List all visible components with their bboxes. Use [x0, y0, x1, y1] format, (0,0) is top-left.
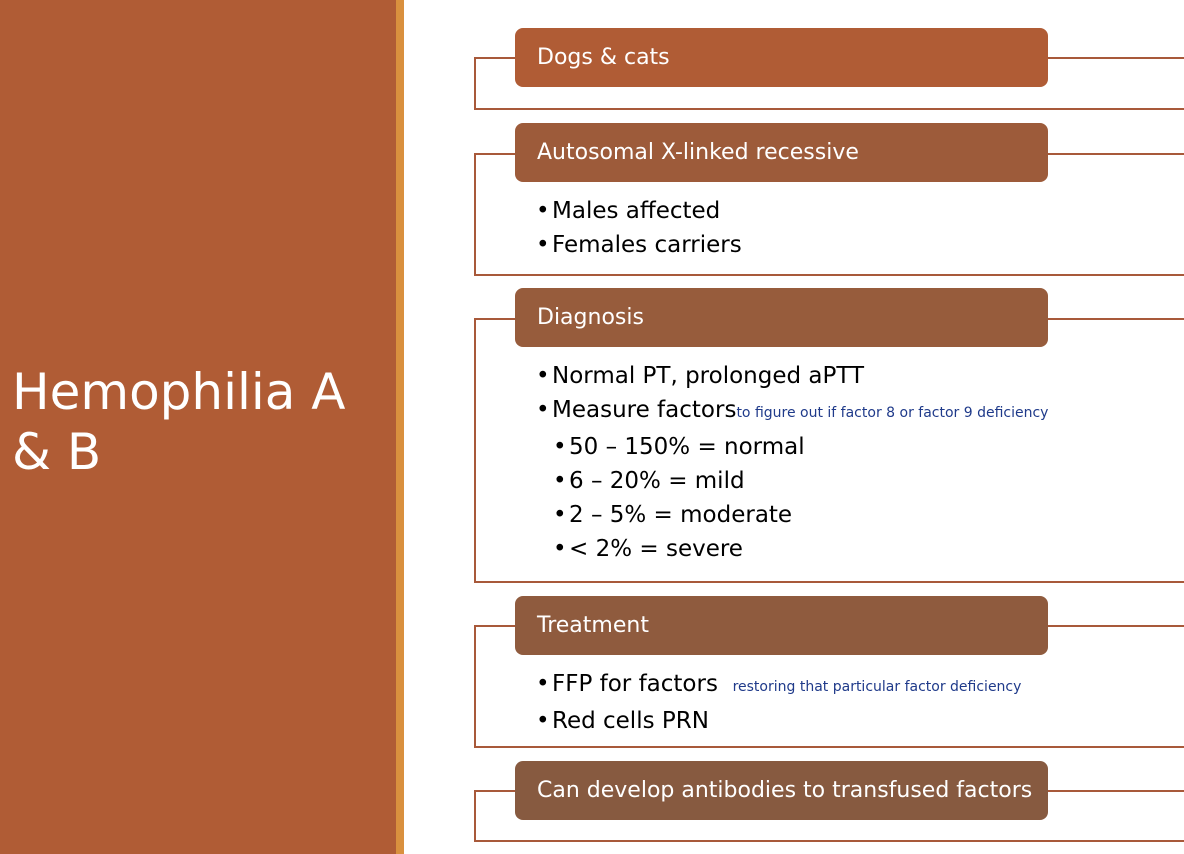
list-item: • 2 – 5% = moderate [553, 502, 793, 528]
annotation-note: restoring that particular factor deficiency [732, 679, 1022, 695]
connector-right [1048, 790, 1184, 792]
connector-left [474, 153, 516, 155]
title-line-1: Hemophilia A [12, 363, 346, 421]
bullet-list [536, 359, 1048, 566]
list-item: • < 2% = severe [553, 536, 743, 562]
connector-right [1048, 625, 1184, 627]
list-item: • Females carriers [536, 232, 742, 258]
connector-left [474, 57, 516, 59]
bullet-list [536, 667, 1021, 738]
list-item: • 6 – 20% = mild [553, 468, 745, 494]
connector-right [1048, 318, 1184, 320]
connector-left [474, 318, 516, 320]
section-header: Dogs & cats [515, 28, 1048, 87]
connector-left [474, 790, 516, 792]
list-item: • FFP for factors restoring that particular factor deficiency [536, 671, 1022, 697]
section-header: Diagnosis [515, 288, 1048, 347]
list-item: • Normal PT, prolonged aPTT [536, 363, 865, 389]
title-line-2: & B [12, 423, 102, 481]
list-item: • Measure factorsto figure out if factor 8 or factor 9 deficiency [536, 397, 1049, 423]
section-header: Autosomal X-linked recessive [515, 123, 1048, 182]
accent-divider-bar [396, 0, 404, 854]
section-header: Can develop antibodies to transfused factors [515, 761, 1048, 820]
connector-left [474, 625, 516, 627]
slide-title [12, 362, 372, 482]
section-header: Treatment [515, 596, 1048, 655]
annotation-note: to figure out if factor 8 or factor 9 deficiency [736, 405, 1049, 421]
connector-right [1048, 57, 1184, 59]
list-item: • 50 – 150% = normal [553, 434, 805, 460]
list-item: • Red cells PRN [536, 708, 709, 734]
connector-right [1048, 153, 1184, 155]
list-item: • Males affected [536, 198, 721, 224]
bullet-list [536, 194, 742, 262]
